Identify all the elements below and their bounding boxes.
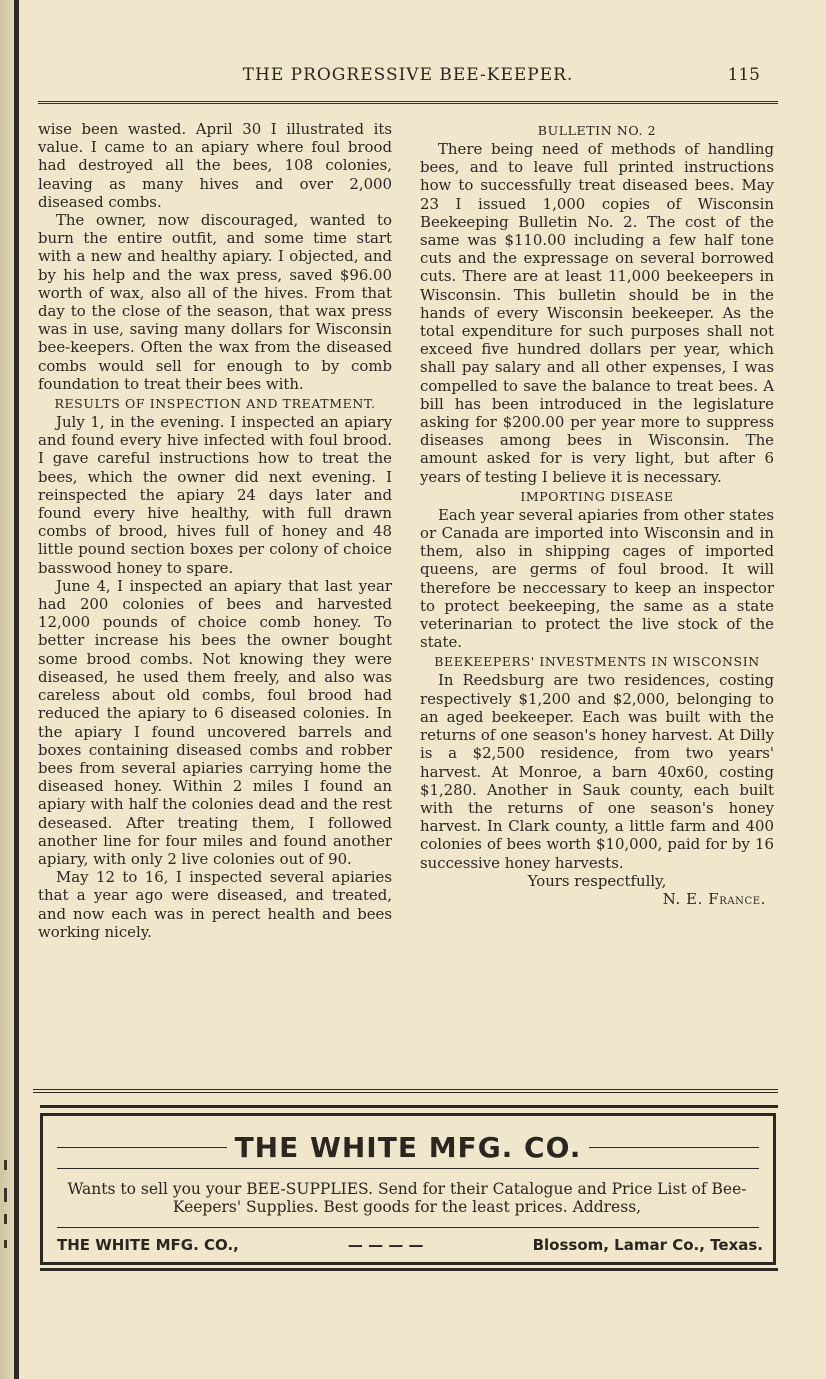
ad-title-row <box>57 1130 759 1164</box>
paragraph: There being need of methods of handling bees, and to leave full printed instructions how to successfully treat diseased bees. May 23 I issued 1,000 copies of Wisconsin Beekeeping Bulletin No. 2. The cost of the same was $110.00 including a few half tone cuts and the expressage on several borrowed cuts. There are at least 11,000 beekeepers in Wisconsin. This bulletin should be in the hands of every Wisconsin beekeeper. As the total expenditure for such purposes shall not exceed five hundred dollars per year, which shall pay salary and all other expenses, I was compelled to save the balance to treat bees. A bill has been introduced in the legislature asking for $200.00 per year more to suppress diseases among bees in Wisconsin. The amount asked for is very light, but after 6 years of testing I believe it is necessary. <box>420 140 774 486</box>
section-heading: IMPORTING DISEASE <box>520 488 674 504</box>
edge-mark <box>4 1240 7 1248</box>
title-rule-right <box>589 1147 759 1148</box>
left-column <box>38 120 392 941</box>
header-rule <box>38 101 778 104</box>
ad-company-name: THE WHITE MFG. CO., <box>57 1236 239 1254</box>
ad-top-rule <box>40 1105 778 1108</box>
advertisement-box <box>40 1113 776 1265</box>
ad-location: Blossom, Lamar Co., Texas. <box>532 1236 763 1254</box>
ad-dashes: — — — — <box>347 1236 424 1254</box>
article-end-rule <box>33 1089 778 1093</box>
section-heading: BULLETIN NO. 2 <box>537 123 657 138</box>
paragraph: July 1, in the evening. I inspected an apiary and found every hive infected with foul brood. I gave careful instructions how to treat the bees, which the owner did next evening. I reinspected the apiary 24 days later and found every hive healthy, with full drawn combs of brood, hives full of honey and 48 little pound section boxes per colony of choice basswood honey to spare. <box>38 413 392 577</box>
paragraph: Each year several apiaries from other states or Canada are imported into Wisconsin and in them, also in shipping cages of imported queens, are germs of foul brood. It will therefore be neccessary to keep an inspector to protect beekeeping, the same as a state veterinarian to protect the live stock of the state. <box>420 505 774 652</box>
title-rule-left <box>57 1147 227 1148</box>
ad-bottom-rule <box>40 1268 778 1271</box>
author-signature: N. E. France. <box>662 889 766 908</box>
edge-mark <box>4 1214 7 1224</box>
ad-divider <box>57 1168 759 1169</box>
paragraph: The owner, now discouraged, wanted to burn the entire outfit, and some time start with a new and healthy apiary. I objected, and by his help and the wax press, saved $96.00 worth of wax, also all of the hives. From that day to the close of the season, that wax press was in use, saving many dollars for Wisconsin bee-keepers. Often the wax from the diseased combs would sell for enough to by comb foundation to treat their bees with. <box>38 211 392 393</box>
edge-mark <box>4 1160 7 1170</box>
right-column <box>420 120 774 908</box>
paragraph: In Reedsburg are two residences, costing respectively $1,200 and $2,000, belonging to an aged beekeeper. Each was built with the returns of one season's honey harvest. At Dilly is a $2,500 residence, from two years' harvest. At Monroe, a barn 40x60, costing $1,280. Another in Sauk county, each built with the returns of one season's honey harvest. In Clark county, a little farm and 400 colonies of bees worth $10,000, paid for by 16 successive honey harvests. <box>420 671 774 872</box>
closing-salutation: Yours respectfully, <box>527 871 667 890</box>
section-heading: BEEKEEPERS' INVESTMENTS IN WISCONSIN <box>434 654 760 670</box>
ad-title: THE WHITE MFG. CO. <box>234 1130 582 1164</box>
paragraph: wise been wasted. April 30 I illustrated its value. I came to an apiary where foul brood had destroyed all the bees, 108 colonies, leaving as many hives and over 2,000 diseased combs. <box>38 120 392 211</box>
ad-divider <box>57 1227 759 1228</box>
running-title: THE PROGRESSIVE BEE-KEEPER. <box>242 65 574 85</box>
ad-footer <box>57 1236 763 1254</box>
ad-body-text: Wants to sell you your BEE-SUPPLIES. Send for their Catalogue and Price List of Bee-Keepers' Supplies. Best goods for the least prices. Address, <box>67 1180 747 1216</box>
page-binding-edge <box>14 0 19 1379</box>
edge-mark <box>4 1188 7 1202</box>
paragraph: May 12 to 16, I inspected several apiaries that a year ago were diseased, and treated, and now each was in perect health and bees working nicely. <box>38 868 392 941</box>
page-header <box>40 63 776 91</box>
section-heading: RESULTS OF INSPECTION AND TREATMENT. <box>54 396 376 412</box>
page-number: 115 <box>727 65 760 85</box>
paragraph: June 4, I inspected an apiary that last year had 200 colonies of bees and harvested 12,000 pounds of choice comb honey. To better increase his bees the owner bought some brood combs. Not knowing they were diseased, he used them freely, and also was careless about old combs, foul brood had reduced the apiary to 6 diseased colonies. In the apiary I found uncovered barrels and boxes containing diseased combs and robber bees from several apiaries carrying home the diseased honey. Within 2 miles I found an apiary with half the colonies dead and the rest deseased. After treating them, I followed another line for four miles and found another apiary, with only 2 live colonies out of 90. <box>38 576 392 868</box>
